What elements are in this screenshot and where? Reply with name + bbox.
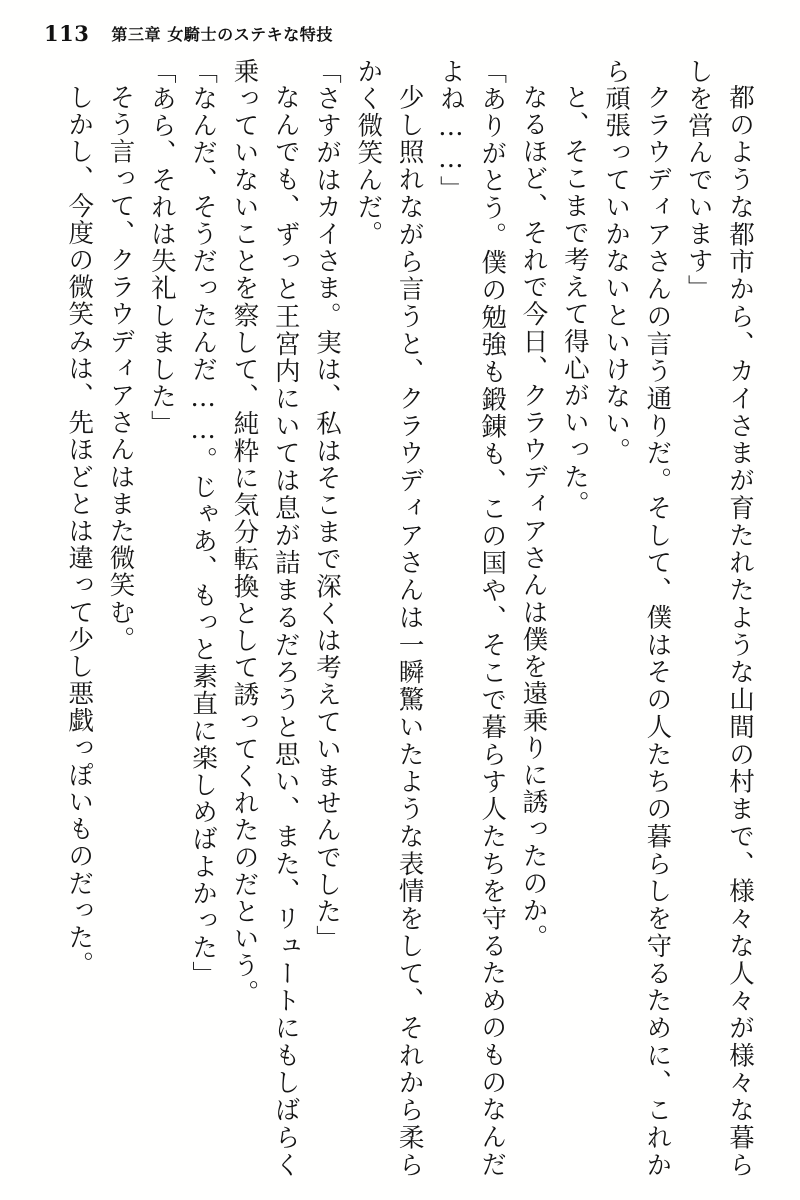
chapter-title: 第三章 女騎士のステキな特技 [111,24,333,44]
paragraph: 「ありがとう。僕の勉強も鍛錬も、この国や、そこで暮らす人たちを守るためのものなんだよね……」 [435,58,508,1178]
running-head [44,16,756,50]
paragraph: 「さすがはカイさま。実は、私はそこまで深くは考えていませんでした」 [312,58,343,953]
body-text [40,58,760,1178]
paragraph: しかし、今度の微笑みは、先ほどとは違って少し悪戯っぽいものだった。 [64,83,95,978]
paragraph: 「あら、それは失礼しました」 [146,58,177,438]
paragraph: 「なんだ、そうだったんだ……。じゃあ、もっと素直に楽しめばよかった」 [188,58,219,989]
paragraph: 都のような都市から、カイさまが育たれたような山間の村まで、様々な人々が様々な暮らしを営んでいます」 [683,58,755,1178]
page-number: 113 [44,20,90,46]
paragraph: と、そこまで考えて得心がいった。 [559,83,590,518]
paragraph: 少し照れながら言うと、クラウディアさんは一瞬驚いたような表情をして、それから柔らかく微笑んだ。 [353,58,425,1178]
paragraph: そう言って、クラウディアさんはまた微笑む。 [105,83,136,653]
paragraph: なるほど、それで今日、クラウディアさんは僕を遠乗りに誘ったのか。 [518,83,549,951]
paragraph: クラウディアさんの言う通りだ。そして、僕はその人たちの暮らしを守るために、これから頑張っていかないといけない。 [601,58,673,1178]
paragraph: なんでも、ずっと王宮内にいては息が詰まるだろうと思い、また、リュートにもしばらく乗っていないことを察して、純粋に気分転換として誘ってくれたのだという。 [229,58,301,1178]
